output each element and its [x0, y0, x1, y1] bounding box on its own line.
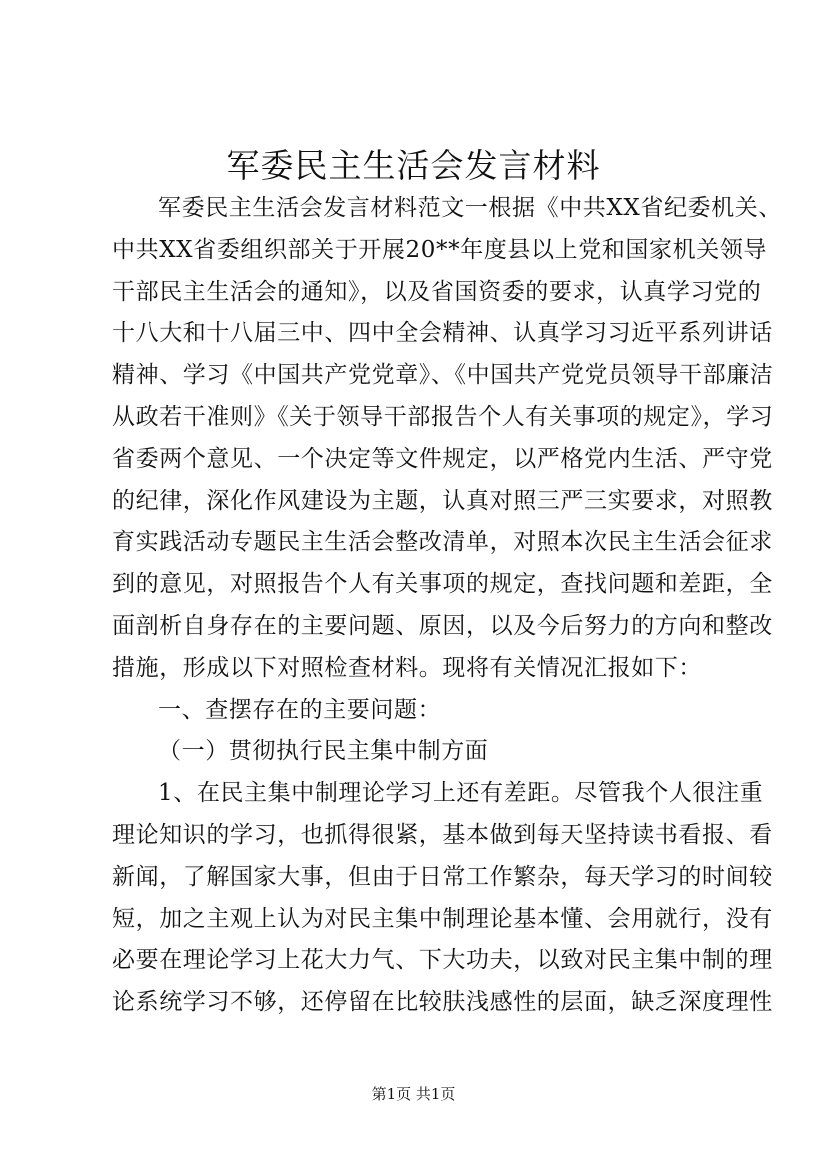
paragraph-line: 省委两个意见、一个决定等文件规定，以严格党内生活、严守党 [112, 445, 773, 472]
paragraph-line: 从政若干准则》《关于领导干部报告个人有关事项的规定》，学习 [112, 403, 774, 430]
paragraph-line: 措施，形成以下对照检查材料。现将有关情况汇报如下： [112, 654, 702, 681]
document-body [112, 188, 782, 1024]
paragraph-line: 论系统学习不够，还停留在比较肤浅感性的层面，缺乏深度理性 [112, 989, 773, 1016]
paragraph-line: 到的意见，对照报告个人有关事项的规定，查找问题和差距，全 [112, 571, 773, 598]
paragraph-line: 必要在理论学习上花大力气、下大功夫，以致对民主集中制的理 [112, 947, 773, 974]
paragraph-line: 面剖析自身存在的主要问题、原因，以及今后努力的方向和整改 [112, 612, 773, 639]
paragraph-line: 理论知识的学习，也抓得很紧，基本做到每天坚持读书看报、看 [112, 821, 773, 848]
paragraph-line: 干部民主生活会的通知》，以及省国资委的要求，认真学习党的 [112, 278, 762, 305]
subsection-heading: （一）贯彻执行民主集中制方面 [158, 738, 489, 765]
paragraph-line: 中共XX省委组织部关于开展20**年度县以上党和国家机关领导 [112, 236, 768, 263]
paragraph-line: 十八大和十八届三中、四中全会精神、认真学习习近平系列讲话 [112, 320, 773, 347]
paragraph-line: 军委民主生活会发言材料范文一根据《中共XX省纪委机关、 [158, 195, 782, 221]
paragraph-line: 育实践活动专题民主生活会整改清单，对照本次民主生活会征求 [112, 529, 773, 556]
paragraph-line: 新闻，了解国家大事，但由于日常工作繁杂，每天学习的时间较 [112, 863, 773, 890]
document-title: 军委民主生活会发言材料 [226, 146, 601, 185]
paragraph-line: 的纪律，深化作风建设为主题，认真对照三严三实要求，对照教 [112, 487, 773, 514]
paragraph-line: 1、在民主集中制理论学习上还有差距。尽管我个人很注重 [158, 780, 764, 807]
paragraph-line: 短，加之主观上认为对民主集中制理论基本懂、会用就行，没有 [112, 905, 773, 932]
page-footer: 第1页 共1页 [371, 1085, 456, 1103]
section-heading: 一、查摆存在的主要问题： [158, 696, 442, 723]
paragraph-line: 精神、学习《中国共产党党章》、《中国共产党党员领导干部廉洁 [112, 362, 774, 389]
